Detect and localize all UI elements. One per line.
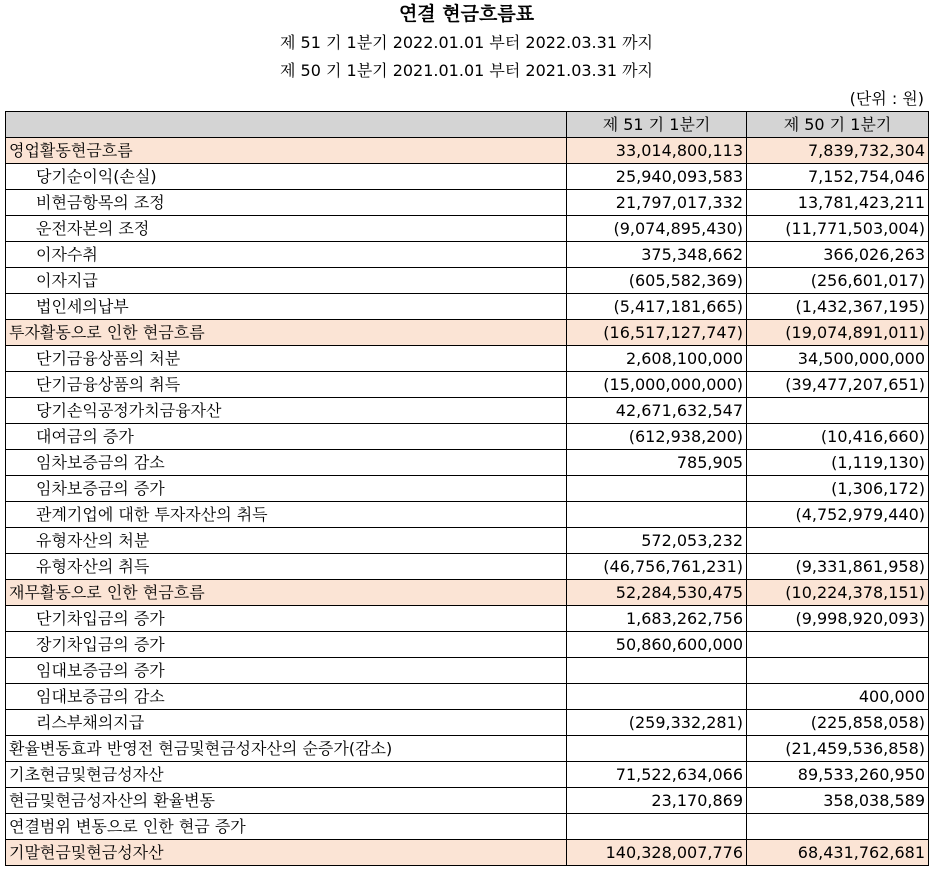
value-period-50: 13,781,423,211: [747, 190, 929, 216]
row-label: 단기금융상품의 처분: [6, 346, 567, 372]
table-row: [6, 476, 929, 502]
row-label: 관계기업에 대한 투자자산의 취득: [6, 502, 567, 528]
value-period-50: 358,038,589: [747, 788, 929, 814]
table-row: [6, 268, 929, 294]
table-row: [6, 190, 929, 216]
row-label: 이자지급: [6, 268, 567, 294]
value-period-50: (9,331,861,958): [747, 554, 929, 580]
header-period-51: 제 51 기 1분기: [567, 112, 747, 138]
value-period-51: 42,671,632,547: [567, 398, 747, 424]
row-label: 유형자산의 처분: [6, 528, 567, 554]
table-row: [6, 684, 929, 710]
row-label: 법인세의납부: [6, 294, 567, 320]
value-period-51: (15,000,000,000): [567, 372, 747, 398]
row-label: 현금및현금성자산의 환율변동: [6, 788, 567, 814]
value-period-51: 21,797,017,332: [567, 190, 747, 216]
row-label: 영업활동현금흐름: [6, 138, 567, 164]
value-period-51: [567, 736, 747, 762]
table-header-row: [6, 112, 929, 138]
value-period-51: (9,074,895,430): [567, 216, 747, 242]
period-prior: 제 50 기 1분기 2021.01.01 부터 2021.03.31 까지: [279, 61, 653, 80]
table-row: [6, 554, 929, 580]
value-period-50: (10,224,378,151): [747, 580, 929, 606]
value-period-51: 140,328,007,776: [567, 840, 747, 866]
table-row: [6, 528, 929, 554]
table-row: [6, 242, 929, 268]
table-row: [6, 450, 929, 476]
value-period-51: 23,170,869: [567, 788, 747, 814]
table-row: [6, 398, 929, 424]
value-period-50: (4,752,979,440): [747, 502, 929, 528]
table-row: [6, 632, 929, 658]
period-current: 제 51 기 1분기 2022.01.01 부터 2022.03.31 까지: [279, 33, 653, 52]
row-label: 투자활동으로 인한 현금흐름: [6, 320, 567, 346]
value-period-50: [747, 632, 929, 658]
value-period-51: 572,053,232: [567, 528, 747, 554]
table-row: [6, 710, 929, 736]
value-period-51: (5,417,181,665): [567, 294, 747, 320]
section-row: [6, 320, 929, 346]
row-label: 임차보증금의 증가: [6, 476, 567, 502]
value-period-51: (16,517,127,747): [567, 320, 747, 346]
value-period-51: 71,522,634,066: [567, 762, 747, 788]
table-row: [6, 502, 929, 528]
value-period-50: 89,533,260,950: [747, 762, 929, 788]
table-row: [6, 346, 929, 372]
row-label: 기말현금및현금성자산: [6, 840, 567, 866]
value-period-50: 7,152,754,046: [747, 164, 929, 190]
row-label: 임대보증금의 감소: [6, 684, 567, 710]
value-period-50: (11,771,503,004): [747, 216, 929, 242]
value-period-51: [567, 814, 747, 840]
value-period-50: (10,416,660): [747, 424, 929, 450]
value-period-51: (612,938,200): [567, 424, 747, 450]
section-row: [6, 840, 929, 866]
table-row: [6, 294, 929, 320]
value-period-50: 68,431,762,681: [747, 840, 929, 866]
row-label: 단기금융상품의 취득: [6, 372, 567, 398]
row-label: 당기손익공정가치금융자산: [6, 398, 567, 424]
row-label: 기초현금및현금성자산: [6, 762, 567, 788]
statement-title: 연결 현금흐름표: [398, 3, 535, 25]
row-label: 재무활동으로 인한 현금흐름: [6, 580, 567, 606]
value-period-51: [567, 684, 747, 710]
value-period-50: (9,998,920,093): [747, 606, 929, 632]
value-period-51: 2,608,100,000: [567, 346, 747, 372]
row-label: 이자수취: [6, 242, 567, 268]
table-row: [6, 762, 929, 788]
row-label: 임대보증금의 증가: [6, 658, 567, 684]
row-label: 장기차입금의 증가: [6, 632, 567, 658]
value-period-51: 50,860,600,000: [567, 632, 747, 658]
row-label: 운전자본의 조정: [6, 216, 567, 242]
row-label: 유형자산의 취득: [6, 554, 567, 580]
value-period-51: [567, 502, 747, 528]
value-period-51: 33,014,800,113: [567, 138, 747, 164]
row-label: 대여금의 증가: [6, 424, 567, 450]
table-row: [6, 788, 929, 814]
value-period-50: [747, 658, 929, 684]
value-period-51: 25,940,093,583: [567, 164, 747, 190]
table-row: [6, 736, 929, 762]
row-label: 환율변동효과 반영전 현금및현금성자산의 순증가(감소): [6, 736, 567, 762]
header-item: [6, 112, 567, 138]
value-period-50: [747, 528, 929, 554]
section-row: [6, 138, 929, 164]
value-period-50: [747, 814, 929, 840]
value-period-50: (225,858,058): [747, 710, 929, 736]
row-label: 당기순이익(손실): [6, 164, 567, 190]
table-row: [6, 606, 929, 632]
value-period-50: (39,477,207,651): [747, 372, 929, 398]
table-row: [6, 164, 929, 190]
row-label: 리스부채의지급: [6, 710, 567, 736]
value-period-50: 34,500,000,000: [747, 346, 929, 372]
value-period-50: (1,119,130): [747, 450, 929, 476]
table-row: [6, 814, 929, 840]
value-period-51: 375,348,662: [567, 242, 747, 268]
value-period-50: (256,601,017): [747, 268, 929, 294]
row-label: 임차보증금의 감소: [6, 450, 567, 476]
cash-flow-table: [5, 111, 929, 866]
value-period-50: 7,839,732,304: [747, 138, 929, 164]
header-period-50: 제 50 기 1분기: [747, 112, 929, 138]
table-row: [6, 658, 929, 684]
value-period-50: (1,306,172): [747, 476, 929, 502]
table-row: [6, 216, 929, 242]
unit-label: (단위 : 원): [849, 89, 924, 108]
value-period-51: 52,284,530,475: [567, 580, 747, 606]
value-period-51: [567, 658, 747, 684]
row-label: 단기차입금의 증가: [6, 606, 567, 632]
value-period-50: 366,026,263: [747, 242, 929, 268]
table-body: [6, 138, 929, 866]
value-period-51: [567, 476, 747, 502]
value-period-50: (19,074,891,011): [747, 320, 929, 346]
value-period-51: (605,582,369): [567, 268, 747, 294]
value-period-50: (1,432,367,195): [747, 294, 929, 320]
value-period-51: 1,683,262,756: [567, 606, 747, 632]
value-period-50: (21,459,536,858): [747, 736, 929, 762]
table-row: [6, 372, 929, 398]
value-period-50: 400,000: [747, 684, 929, 710]
value-period-51: (259,332,281): [567, 710, 747, 736]
value-period-50: [747, 398, 929, 424]
row-label: 연결범위 변동으로 인한 현금 증가: [6, 814, 567, 840]
value-period-51: (46,756,761,231): [567, 554, 747, 580]
value-period-51: 785,905: [567, 450, 747, 476]
table-row: [6, 424, 929, 450]
section-row: [6, 580, 929, 606]
row-label: 비현금항목의 조정: [6, 190, 567, 216]
